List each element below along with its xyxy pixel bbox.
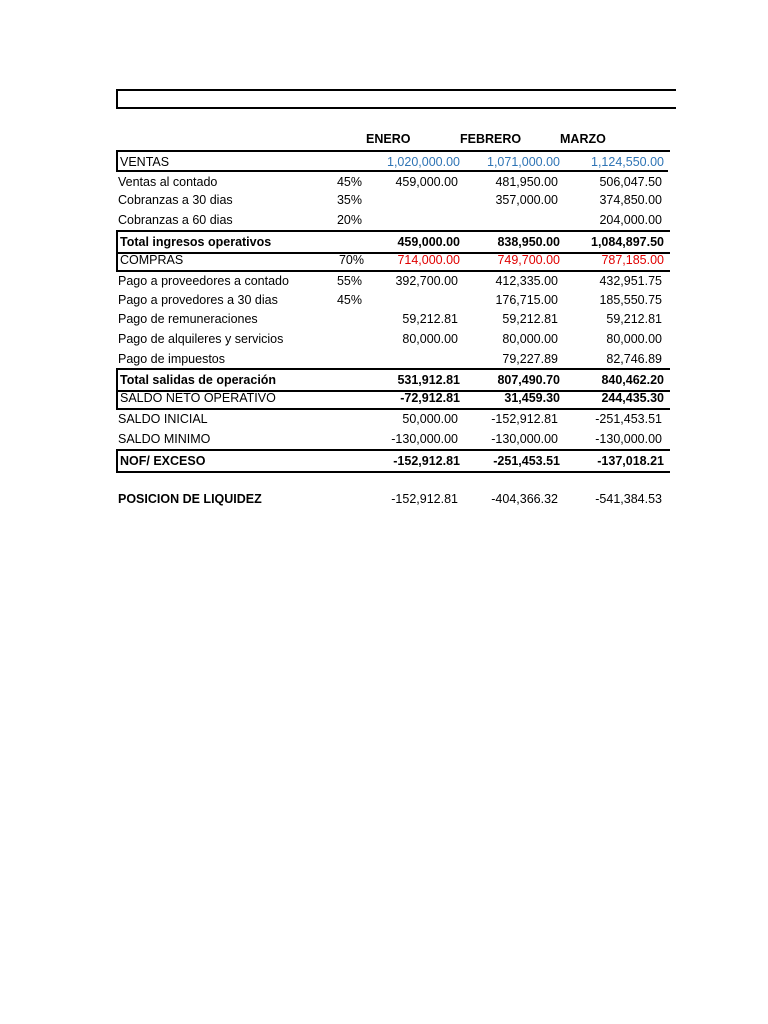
- cell-enero: -72,912.81: [400, 391, 460, 405]
- row-ventas-contado: [116, 170, 668, 192]
- row-label: COMPRAS: [120, 253, 184, 267]
- cell-enero: 392,700.00: [395, 274, 458, 288]
- cell-marzo: 244,435.30: [601, 391, 664, 405]
- cell-pct: 20%: [336, 213, 362, 227]
- row-label: Pago de alquileres y servicios: [118, 332, 284, 346]
- cell-marzo: 1,084,897.50: [591, 235, 664, 249]
- cell-febrero: 807,490.70: [497, 373, 560, 387]
- row-cobranzas-60: [116, 210, 668, 230]
- row-label: Pago a provedores a 30 dias: [118, 293, 278, 307]
- row-label: SALDO NETO OPERATIVO: [120, 391, 276, 405]
- cell-marzo: 82,746.89: [606, 352, 662, 366]
- cell-marzo: -137,018.21: [597, 454, 664, 468]
- row-label: SALDO MINIMO: [118, 432, 211, 446]
- row-cobranzas-30: [116, 190, 668, 210]
- row-saldo-inicial: [116, 409, 668, 429]
- cell-enero: -152,912.81: [393, 454, 460, 468]
- cell-febrero: 59,212.81: [502, 312, 558, 326]
- row-posicion-liquidez: [116, 489, 668, 509]
- row-pago-impuestos: [116, 349, 668, 369]
- cell-enero: 531,912.81: [397, 373, 460, 387]
- cell-febrero: 412,335.00: [495, 274, 558, 288]
- cell-febrero: 357,000.00: [495, 193, 558, 207]
- cell-enero: 59,212.81: [402, 312, 458, 326]
- cell-marzo: 840,462.20: [601, 373, 664, 387]
- cell-enero: 80,000.00: [402, 332, 458, 346]
- cell-febrero: 31,459.30: [504, 391, 560, 405]
- row-label: Pago de remuneraciones: [118, 312, 258, 326]
- cell-enero: 714,000.00: [397, 253, 460, 267]
- cell-enero: 1,020,000.00: [387, 155, 460, 169]
- row-label: Ventas al contado: [118, 175, 218, 189]
- cell-pct: 55%: [336, 274, 362, 288]
- row-label: Cobranzas a 60 dias: [118, 213, 233, 227]
- cell-febrero: 749,700.00: [497, 253, 560, 267]
- cell-febrero: 481,950.00: [495, 175, 558, 189]
- cell-pct: 45%: [336, 175, 362, 189]
- header-febrero: FEBRERO: [460, 132, 522, 146]
- cell-marzo: 59,212.81: [606, 312, 662, 326]
- cell-enero: -152,912.81: [391, 492, 458, 506]
- cell-febrero: 80,000.00: [502, 332, 558, 346]
- cell-febrero: -251,453.51: [493, 454, 560, 468]
- cell-marzo: -541,384.53: [595, 492, 662, 506]
- row-label: NOF/ EXCESO: [120, 454, 206, 468]
- cell-marzo: 1,124,550.00: [591, 155, 664, 169]
- row-label: Total ingresos operativos: [120, 235, 272, 249]
- cell-febrero: -404,366.32: [491, 492, 558, 506]
- row-ventas: [116, 150, 670, 172]
- row-label: Total salidas de operación: [120, 373, 277, 387]
- cell-febrero: -152,912.81: [491, 412, 558, 426]
- row-label: Pago de impuestos: [118, 352, 226, 366]
- cell-marzo: -130,000.00: [595, 432, 662, 446]
- row-saldo-neto: [116, 388, 670, 410]
- cell-marzo: 204,000.00: [599, 213, 662, 227]
- cell-enero: -130,000.00: [391, 432, 458, 446]
- cell-pct: 70%: [338, 253, 364, 267]
- cell-marzo: 80,000.00: [606, 332, 662, 346]
- cell-pct: 35%: [336, 193, 362, 207]
- row-label: Pago a proveedores a contado: [118, 274, 289, 288]
- cell-enero: 459,000.00: [397, 235, 460, 249]
- row-label: SALDO INICIAL: [118, 412, 208, 426]
- header-enero: ENERO: [366, 132, 411, 146]
- cell-marzo: -251,453.51: [595, 412, 662, 426]
- cell-marzo: 374,850.00: [599, 193, 662, 207]
- cell-marzo: 506,047.50: [599, 175, 662, 189]
- title-box: [116, 89, 676, 109]
- cell-marzo: 432,951.75: [599, 274, 662, 288]
- cell-febrero: 838,950.00: [497, 235, 560, 249]
- row-label: Cobranzas a 30 dias: [118, 193, 233, 207]
- row-pago-proveedores-30: [116, 290, 668, 310]
- cell-marzo: 787,185.00: [601, 253, 664, 267]
- row-label: POSICION DE LIQUIDEZ: [118, 492, 262, 506]
- row-saldo-minimo: [116, 429, 668, 449]
- cell-enero: 459,000.00: [395, 175, 458, 189]
- cell-febrero: 79,227.89: [502, 352, 558, 366]
- row-pago-proveedores-contado: [116, 271, 668, 291]
- header-marzo: MARZO: [560, 132, 606, 146]
- cell-febrero: -130,000.00: [491, 432, 558, 446]
- cell-febrero: 176,715.00: [495, 293, 558, 307]
- row-compras: [116, 250, 670, 272]
- cell-pct: 45%: [336, 293, 362, 307]
- row-pago-alquileres: [116, 329, 668, 349]
- cell-febrero: 1,071,000.00: [487, 155, 560, 169]
- row-label: VENTAS: [120, 155, 170, 169]
- cell-enero: 50,000.00: [402, 412, 458, 426]
- cell-marzo: 185,550.75: [599, 293, 662, 307]
- row-pago-remuneraciones: [116, 309, 668, 329]
- row-nof-exceso: [116, 449, 670, 473]
